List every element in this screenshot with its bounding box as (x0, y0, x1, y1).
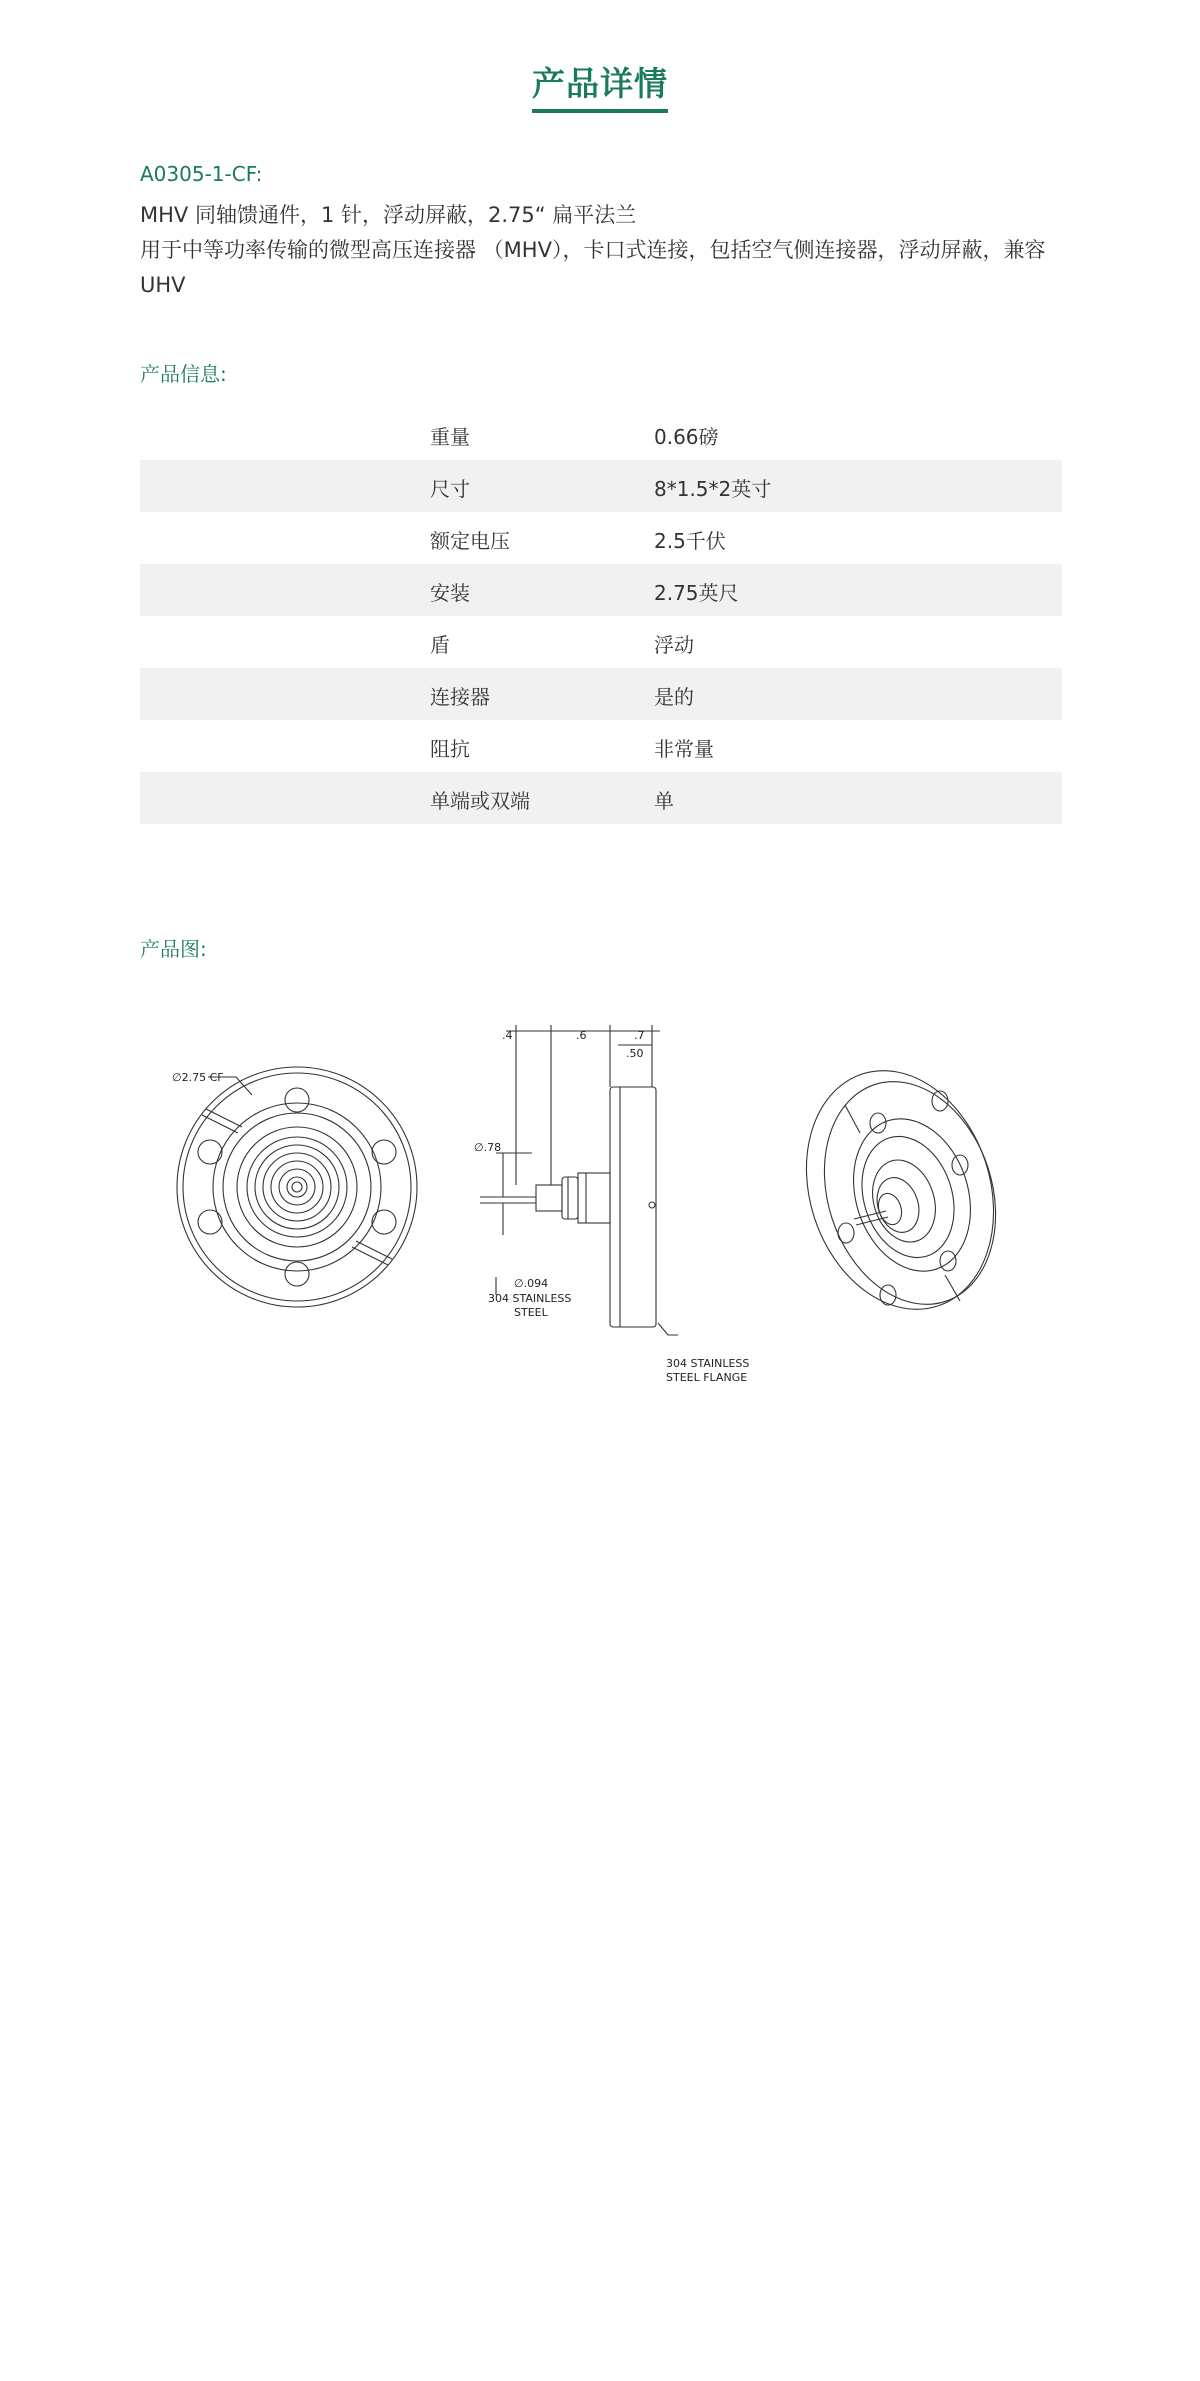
spec-value: 单 (654, 789, 674, 813)
table-row (140, 616, 1062, 668)
spec-value: 0.66磅 (654, 425, 719, 449)
description-line-2: 用于中等功率传输的微型高压连接器 （MHV），卡口式连接，包括空气侧连接器，浮动屏蔽，兼容 UHV (140, 238, 1046, 297)
page-title-text: 产品详情 (532, 58, 668, 113)
spec-value: 2.5千伏 (654, 529, 726, 553)
label-steel-2: STEEL (514, 1306, 548, 1319)
table-row (140, 720, 1062, 772)
drawing-labels (172, 1029, 749, 1384)
page-title (0, 58, 1200, 113)
label-steel-1: 304 STAINLESS (488, 1292, 572, 1305)
product-description (140, 198, 1062, 303)
spec-key: 单端或双端 (430, 789, 530, 813)
spec-key: 安装 (430, 581, 470, 605)
spec-key: 连接器 (430, 685, 490, 709)
spec-value: 浮动 (654, 633, 694, 657)
label-d3: .7 (634, 1029, 645, 1042)
product-model: A0305-1-CF: (140, 162, 263, 186)
perspective-view (777, 1046, 1024, 1334)
table-row (140, 668, 1062, 720)
front-view (177, 1067, 417, 1307)
table-row (140, 512, 1062, 564)
spec-key: 盾 (430, 633, 450, 657)
table-row (140, 564, 1062, 616)
spec-table (140, 408, 1062, 824)
spec-key: 尺寸 (430, 477, 470, 501)
label-dia78: ∅.78 (474, 1141, 502, 1154)
label-flange-2: STEEL FLANGE (666, 1371, 748, 1384)
spec-value: 8*1.5*2英寸 (654, 477, 772, 501)
spec-value: 是的 (654, 685, 694, 709)
description-line-1: MHV 同轴馈通件，1 针，浮动屏蔽，2.75“ 扁平法兰 (140, 203, 637, 227)
table-row (140, 408, 1062, 460)
spec-key: 重量 (430, 425, 470, 449)
label-d2: .6 (576, 1029, 587, 1042)
label-cf: ∅2.75 CF (172, 1071, 224, 1084)
product-info-heading: 产品信息: (140, 362, 227, 386)
spec-key: 阻抗 (430, 737, 470, 761)
spec-key: 额定电压 (430, 529, 510, 553)
technical-drawing (140, 1005, 1062, 1405)
label-d1: .4 (502, 1029, 513, 1042)
label-d4: .50 (626, 1047, 644, 1060)
spec-value: 2.75英尺 (654, 581, 739, 605)
spec-value: 非常量 (654, 737, 714, 761)
product-image-heading: 产品图: (140, 937, 207, 961)
side-view (480, 1025, 678, 1335)
table-row (140, 460, 1062, 512)
table-row (140, 772, 1062, 824)
label-flange-1: 304 STAINLESS (666, 1357, 750, 1370)
label-dia094: ∅.094 (514, 1277, 549, 1290)
